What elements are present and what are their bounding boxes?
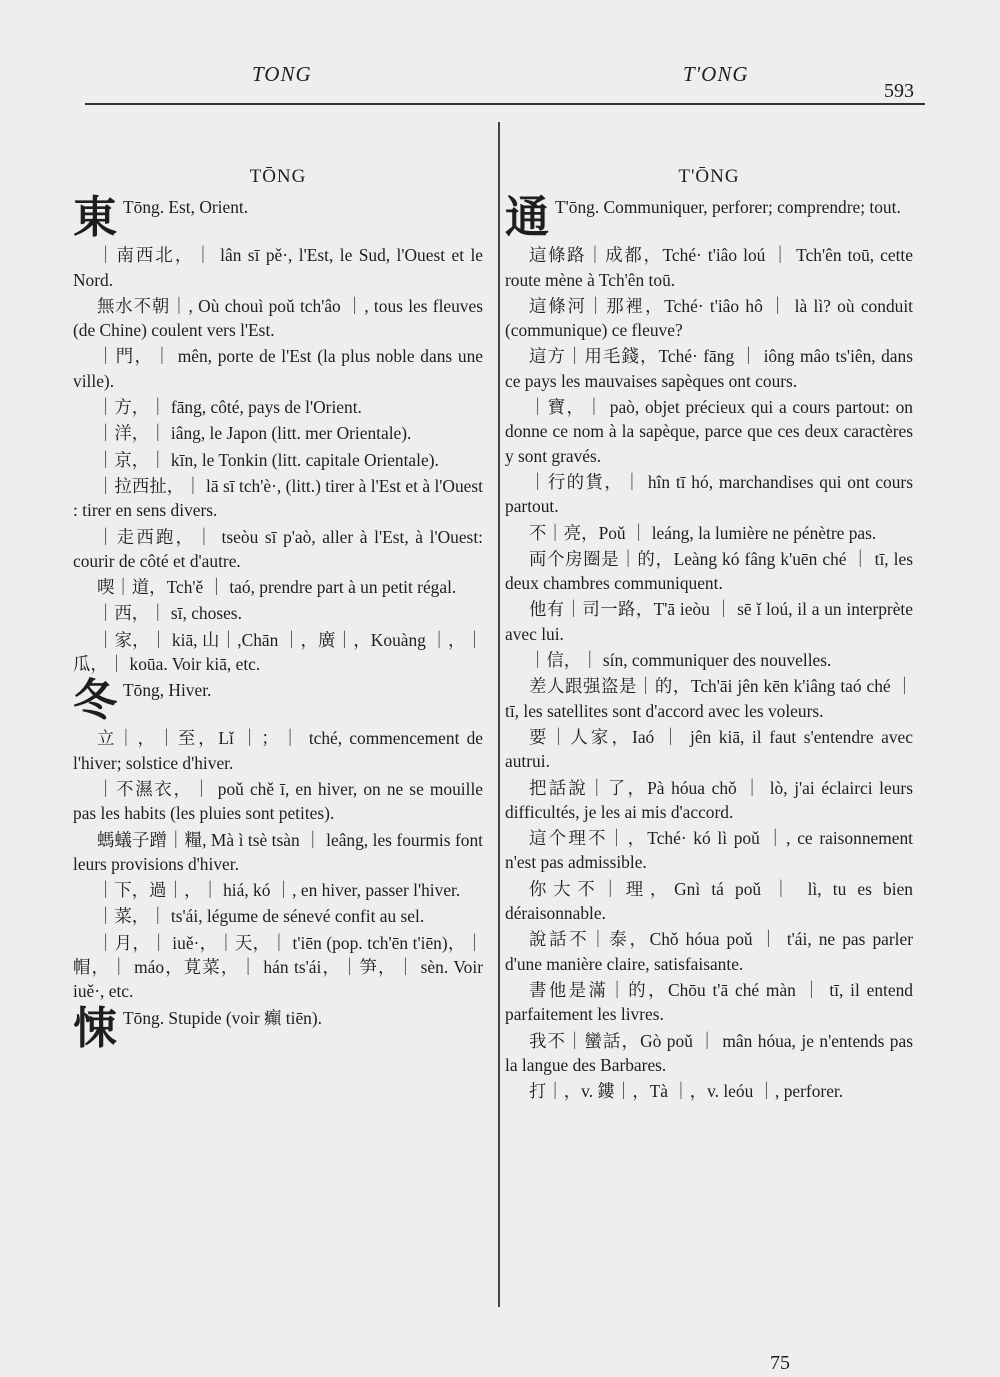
headword: 東	[73, 192, 117, 244]
sub-entry	[505, 725, 918, 774]
headword: 冬	[73, 675, 117, 727]
entry-text: T'ōng. Communiquer, perforer; comprendre; tout.	[555, 197, 901, 218]
entry-text: ｜京，｜ kīn, le Tonkin (litt. capitale Orientale).	[97, 449, 439, 470]
sub-entry	[505, 294, 918, 343]
entry-text: ｜菜，｜ ts'ái, légume de sénevé confit au sel.	[97, 906, 425, 927]
entry-text: Tōng. Est, Orient.	[123, 197, 249, 218]
entry-list	[505, 192, 918, 1103]
sub-entry	[73, 726, 488, 775]
sub-entry	[505, 243, 918, 292]
sub-entry	[505, 1029, 918, 1078]
sub-entry	[505, 470, 918, 519]
sub-entry	[505, 674, 918, 723]
sub-entry	[505, 521, 913, 545]
right-column	[505, 165, 918, 1105]
sub-entry	[505, 978, 918, 1027]
sub-entry	[505, 547, 918, 596]
entry-text: ｜走西跑，｜ tseòu sī p'aò, aller à l'Est, à l'Ouest: courir de côté et d'autre.	[73, 526, 488, 571]
main-entry	[505, 192, 913, 244]
entry-text: ｜門，｜ mên, porte de l'Est (la plus noble dans une ville).	[73, 346, 488, 391]
entry-text: 這條河｜那裡，Tché· t'iâo hô ｜ là lì? où conduit (communique) ce fleuve?	[505, 295, 918, 341]
sub-entry	[73, 904, 483, 928]
entry-text: 両个房圈是｜的，Leàng kó fâng k'uēn ché ｜ tī, les deux chambres communiquent.	[505, 548, 918, 594]
entry-text: ｜信，｜ sín, communiquer des nouvelles.	[529, 650, 832, 671]
sub-entry	[73, 878, 483, 902]
section-heading: T'ŌNG	[678, 166, 740, 187]
sub-entry	[73, 474, 488, 523]
signature-mark: 75	[770, 1352, 790, 1374]
main-entry	[73, 675, 483, 727]
sub-entry	[73, 931, 488, 1004]
entry-text: 螞蟻子蹭｜糧, Mà ì tsè tsàn ｜ leâng, les fourmis font leurs provisions d'hiver.	[73, 829, 488, 874]
running-head-left: TONG	[252, 62, 312, 86]
sub-entry	[505, 395, 918, 468]
entry-text: 無水不朝｜, Où chouì poǔ tch'âo ｜, tous les fleuves (de Chine) coulent vers l'Est.	[73, 295, 488, 341]
left-column	[73, 165, 488, 1054]
entry-text: ｜西，｜ sī, choses.	[97, 603, 242, 624]
entry-text: 這方｜用毛錢，Tché· fāng ｜ iông mâo ts'iên, dans ce pays les mauvaises sapèques ont cours.	[505, 346, 918, 391]
entry-text: ｜拉西扯，｜ lā sī tch'è·, (litt.) tirer à l'Est et à l'Ouest : tirer en sens divers.	[73, 475, 488, 521]
entry-text: 把話說｜了，Pà hóua chǒ ｜ lò, j'ai éclairci leurs difficultés, je les ai mis d'accord.	[505, 777, 918, 822]
entry-text: 我不｜蠻話，Gò poǔ ｜ mân hóua, je n'entends pas la langue des Barbares.	[505, 1030, 918, 1075]
header-rule	[85, 103, 925, 105]
sub-entry	[73, 395, 483, 419]
sub-entry	[505, 648, 913, 672]
sub-entry	[505, 1079, 913, 1103]
entry-text: 他有｜司一路，T'ā ieòu ｜ sē ǐ loú, il a un interprète avec lui.	[505, 599, 918, 644]
headword: 悚	[73, 1002, 117, 1054]
entry-text: 要｜人家，Iaó ｜ jên kiā, il faut s'entendre avec autrui.	[505, 726, 918, 772]
entry-text: 不｜亮，Poǔ ｜ leáng, la lumière ne pénètre pas.	[529, 522, 877, 543]
headword: 通	[505, 192, 549, 244]
page-number: 593	[884, 80, 914, 102]
sub-entry	[73, 525, 488, 574]
sub-entry	[73, 601, 483, 625]
entry-list	[73, 192, 488, 1054]
entry-text: 這个理不｜，Tché· kó lì poǔ ｜, ce raisonnement n'est pas admissible.	[505, 828, 918, 873]
entry-text: ｜不濕衣，｜ poǔ chě ī, en hiver, on ne se mouille pas les habits (les pluies sont petites).	[73, 778, 488, 824]
entry-text: ｜家，｜ kiā, 山｜,Chān ｜，廣｜，Kouàng ｜，｜瓜，｜ koūa. Voir kiā, etc.	[73, 629, 483, 675]
sub-entry	[505, 597, 918, 646]
column-divider	[498, 122, 500, 1307]
entry-text: ｜行的貨，｜ hîn tī hó, marchandises qui ont cours partout.	[505, 471, 918, 517]
main-entry	[73, 1002, 483, 1054]
entry-text: Tōng. Stupide (voir 癲 tiēn).	[123, 1007, 322, 1028]
entry-text: ｜南西北，｜ lân sī pě·, l'Est, le Sud, l'Ouest et le Nord.	[73, 245, 488, 290]
section-heading: TŌNG	[249, 166, 307, 187]
main-entry	[73, 192, 483, 244]
sub-entry	[73, 243, 488, 292]
entry-text: 這條路｜成都，Tché· t'iâo loú ｜ Tch'ên toū, cette route mène à Tch'ên toū.	[505, 245, 918, 290]
entry-text: 打｜，v. 鏤｜，Tà ｜，v. leóu ｜, perforer.	[529, 1081, 844, 1102]
entry-text: 你大不｜理，Gnì tá poǔ ｜ lì, tu es bien déraisonnable.	[505, 878, 918, 924]
sub-entry	[505, 927, 918, 976]
sub-entry	[73, 575, 483, 599]
entry-text: 喫｜道，Tch'ě ｜ taó, prendre part à un petit régal.	[97, 577, 457, 598]
sub-entry	[505, 877, 918, 926]
entry-text: 說話不｜泰，Chǒ hóua poǔ ｜ t'ái, ne pas parler d'une manière claire, satisfaisante.	[505, 929, 918, 974]
entry-text: ｜月，｜ iuě·，｜天，｜ t'iēn (pop. tch'ēn t'iēn)，｜帽，｜ máo，莧菜，｜ hán ts'ái，｜笋，｜ sèn. Voir iuě·, etc.	[73, 932, 488, 1002]
sub-entry	[73, 421, 483, 445]
sub-entry	[73, 448, 483, 472]
entry-text: 立｜，｜至，Lǐ ｜；｜ tché, commencement de l'hiver; solstice d'hiver.	[73, 728, 488, 773]
sub-entry	[73, 628, 483, 677]
entry-text: 書他是滿｜的，Chōu t'ā ché màn ｜ tī, il entend parfaitement les livres.	[505, 979, 918, 1025]
running-head-right: T'ONG	[683, 62, 749, 86]
sub-entry	[73, 828, 488, 877]
sub-entry	[505, 344, 918, 393]
entry-text: Tōng, Hiver.	[123, 680, 212, 701]
sub-entry	[73, 294, 488, 343]
sub-entry	[73, 777, 488, 826]
entry-text: 差人跟强盗是｜的，Tch'āi jên kēn k'iâng taó ché ｜ tī, les satellites sont d'accord avec les voleurs.	[505, 676, 918, 721]
sub-entry	[73, 344, 488, 393]
sub-entry	[505, 826, 918, 875]
entry-text: ｜下，過｜，｜ hiá, kó ｜, en hiver, passer l'hiver.	[97, 880, 461, 901]
entry-text: ｜洋，｜ iâng, le Japon (litt. mer Orientale).	[97, 423, 412, 444]
entry-text: ｜寶，｜ paò, objet précieux qui a cours partout: on donne ce nom à la sapèque, parce que ces deux caractères y sont gravés.	[505, 397, 918, 466]
entry-text: ｜方，｜ fāng, côté, pays de l'Orient.	[97, 397, 362, 418]
sub-entry	[505, 776, 918, 825]
